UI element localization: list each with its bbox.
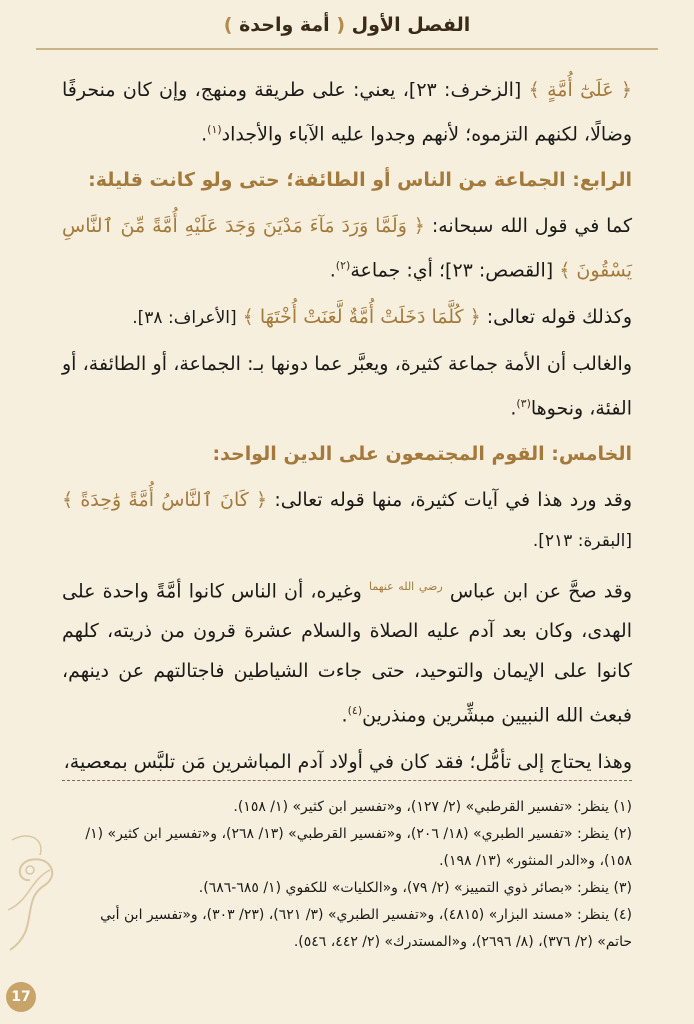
- page-number-badge: 17: [6, 982, 36, 1012]
- footnote: (٢) ينظر: «تفسير الطبري» (١٨/ ٢٠٦)، و«تفسير القرطبي» (١٣/ ٢٦٨)، و«تفسير ابن كثير» (١/ ١٥٨)، و«الدر المنثور» (١٣/ ١٩٨).: [85, 826, 632, 869]
- footnote: (١) ينظر: «تفسير القرطبي» (٢/ ١٢٧)، و«تفسير ابن كثير» (١/ ١٥٨).: [233, 799, 632, 815]
- footnote-marker[interactable]: (٤): [347, 704, 363, 718]
- paragraph-text: وغيره، أن الناس كانوا أمَّةً واحدة على الهدى، وكان بعد آدم عليه الصلاة والسلام عشرة قرون من ذريته، كلهم كانوا على الإيمان والتوحيد، حتى جاءت الشياطين فاجتالتهم عن دينهم، فبعث الله النبيين مبشِّرين ومنذرين: [62, 580, 632, 727]
- quran-verse: ﴿ كُلَّمَا دَخَلَتْ أُمَّةٌ لَّعَنَتْ أُخْتَهَا ﴾: [242, 305, 481, 328]
- footnote-marker[interactable]: (٢): [335, 259, 351, 273]
- footnote: (٣) ينظر: «بصائر ذوي التمييز» (٢/ ٧٩)، و«الكليات» للكفوي (١/ ٦٨٥-٦٨٦).: [198, 880, 632, 896]
- verse-reference: [البقرة: ٢١٣].: [532, 530, 632, 551]
- footnote-marker[interactable]: (١): [207, 123, 222, 136]
- footnote: (٤) ينظر: «مسند البزار» (٤٨١٥)، و«تفسير الطبري» (٣/ ٦٢١)، (٢٣/ ٣٠٣)، و«تفسير ابن أبي حاتم» (٢/ ٣٧٦)، (٨/ ٢٦٩٦)، و«المستدرك» (٢/ ٤٤٢، ٥٤٦).: [100, 907, 632, 950]
- paragraph: [62, 742, 632, 782]
- footnotes: [62, 794, 632, 956]
- paragraph-text: كما في قول الله سبحانه:: [431, 215, 633, 238]
- header-rule: [36, 48, 658, 50]
- paragraph-text: وكذلك قوله تعالى:: [486, 305, 632, 328]
- verse-reference: [الأعراف: ٣٨].: [132, 307, 237, 328]
- floral-ornament-icon: [0, 800, 70, 960]
- paragraph-text: وقد ورد هذا في آيات كثيرة، منها قوله تعالى:: [274, 488, 632, 511]
- section-heading: الخامس: القوم المجتمعون على الدين الواحد:: [212, 442, 632, 465]
- section-heading: الرابع: الجماعة من الناس أو الطائفة؛ حتى ولو كانت قليلة:: [88, 169, 632, 192]
- paragraph: والغالب أن الأمة جماعة كثيرة، ويعبَّر عما دونها بـ: الجماعة، أو الطائفة، أو الفئة، ونحوها$^{(٣)}$.: [62, 352, 632, 419]
- paragraph: [62, 480, 632, 561]
- paragraph: وقد صحَّ عن ابن عباس $^{رضي الله عنهما}$ وغيره، أن الناس كانوا أمَّةً واحدة على الهدى، وكان بعد آدم عليه الصلاة والسلام عشرة قرون من ذريته، كلهم كانوا على الإيمان والتوحيد، حتى جاءت الشياطين فاجتالتهم عن دينهم، فبعث الله النبيين مبشِّرين ومنذرين$^{(٤)}$.: [62, 579, 633, 727]
- quran-verse: ﴿ كَانَ ٱلنَّاسُ أُمَّةً وَٰحِدَةً ﴾: [62, 488, 268, 511]
- paragraph-text: وهذا يحتاج إلى تأمُّل؛ فقد كان في أولاد آدم المباشرين مَن تلبَّس بمعصية،: [63, 750, 632, 773]
- paragraph: كما في قول الله سبحانه: ﴿ وَلَمَّا وَرَدَ مَآءَ مَدْيَنَ وَجَدَ عَلَيْهِ أُمَّةً مِّنَ ٱلنَّاسِ يَسْقُونَ ﴾ [القصص: ٢٣]؛ أي: جماعة$^{(٢)}$.: [62, 215, 633, 282]
- footnote-marker[interactable]: (٣): [516, 396, 531, 410]
- paragraph: [62, 297, 632, 338]
- main-text: [62, 70, 632, 788]
- honorific: رضي الله عنهما: [369, 579, 443, 593]
- chapter-title: الفصل الأول: [351, 14, 471, 36]
- header-paren-close: ): [223, 14, 233, 36]
- header-paren-open: (: [336, 14, 346, 36]
- paragraph-text: والغالب أن الأمة جماعة كثيرة، ويعبَّر عما دونها بـ: الجماعة، أو الطائفة، أو الفئة، ونحوها: [62, 352, 632, 419]
- quran-verse: ﴿ عَلَىٰٓ أُمَّةٍ ﴾: [528, 79, 632, 101]
- chapter-subtitle: أمة واحدة: [239, 14, 330, 36]
- paragraph-text: وقد صحَّ عن ابن عباس: [449, 580, 633, 603]
- quran-verse: ﴿ وَلَمَّا وَرَدَ مَآءَ مَدْيَنَ وَجَدَ عَلَيْهِ أُمَّةً مِّنَ ٱلنَّاسِ يَسْقُونَ ﴾: [62, 215, 632, 282]
- paragraph: ﴿ عَلَىٰٓ أُمَّةٍ ﴾ [الزخرف: ٢٣]، يعني: على طريقة ومنهج، وإن كان منحرفًا وضالًا، لكنهم التزموه؛ لأنهم وجدوا عليه الآباء والأجداد$^{(١)}$.: [62, 79, 632, 146]
- paragraph-text: [القصص: ٢٣]؛ أي: جماعة: [350, 259, 554, 282]
- footnote-separator: [62, 780, 632, 781]
- running-header: [0, 14, 694, 36]
- paragraph-text: [الزخرف: ٢٣]، يعني: على طريقة ومنهج، وإن كان منحرفًا وضالًا، لكنهم التزموه؛ لأنهم وجدوا عليه الآباء والأجداد: [62, 79, 632, 146]
